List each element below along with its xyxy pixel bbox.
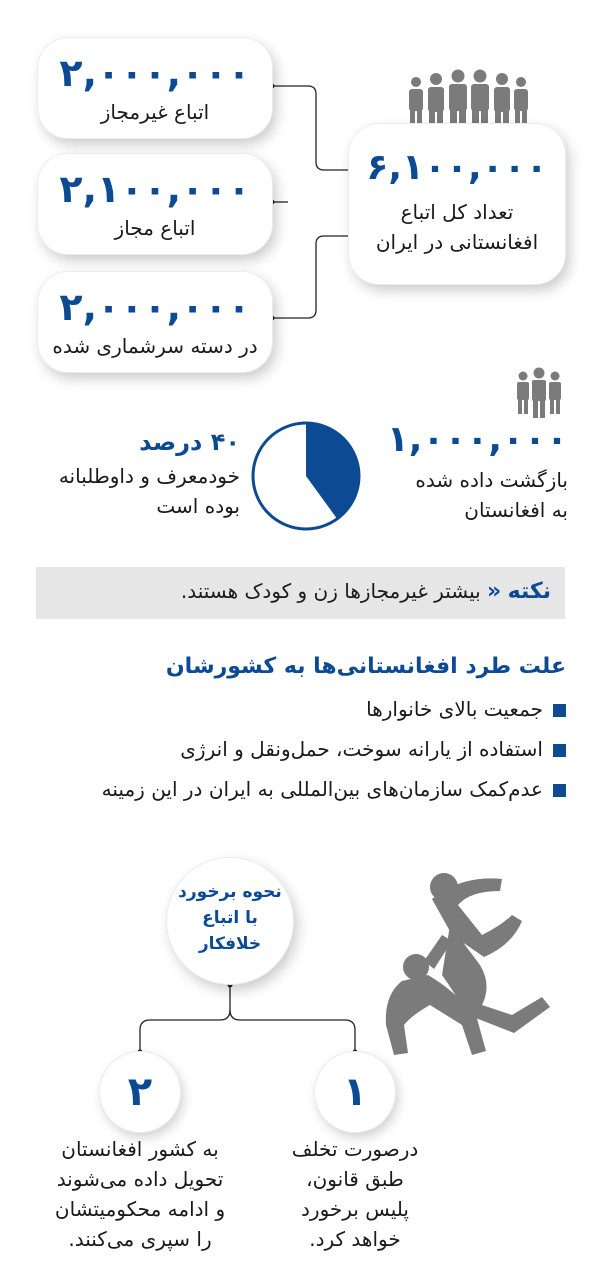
total-label-line1: تعداد کل اتباع [400,200,514,224]
returned-line1: بازگشت داده شده [415,468,568,492]
legal-value: ۲,۱۰۰,۰۰۰ [59,167,251,211]
step1-line: پلیس برخورد [301,1197,409,1221]
returned-block [378,419,568,522]
legal-card [38,154,272,254]
reason-text: جمعیت بالای خانوارها [366,697,543,721]
total-value: ۶,۱۰۰,۰۰۰ [366,147,548,188]
reasons-title: علت طرد افغانستانی‌ها به کشورشان [165,654,566,679]
reason-item [180,737,566,761]
total-card [349,124,565,284]
census-value: ۲,۰۰۰,۰۰۰ [59,285,251,329]
step2-line: به کشور افغانستان [61,1137,219,1161]
step2-text [30,1134,250,1254]
note-bar [36,567,565,619]
total-label-line2: افغانستانی در ایران [375,230,539,254]
note-content [181,579,551,604]
census-label: در دسته سرشماری شده [52,334,258,358]
treatment-title-line: خلافکار [198,934,262,954]
scuffle-silhouette-icon [372,865,552,1060]
step1-line: درصورت تخلف [291,1137,419,1161]
reason-text: عدم‌کمک سازمان‌های بین‌المللی به ایران در این زمینه [101,777,543,801]
census-card [38,272,272,372]
reason-item [102,777,566,801]
step1-number: ۱ [342,1069,368,1115]
square-bullet-icon [553,744,566,757]
step2-number: ۲ [127,1069,153,1115]
square-bullet-icon [553,784,566,797]
step1-line: طبق قانون، [306,1167,404,1191]
step2-circle [100,1052,180,1132]
voluntary-percent: ۴۰ درصد [139,428,240,456]
treatment-title-line: نحوه برخورد [178,882,282,902]
reason-item [366,697,566,721]
step2-line: را سپری می‌کنند. [68,1227,212,1251]
legal-label: اتباع مجاز [114,216,196,240]
chevron-double-left-icon: « [487,579,502,604]
treatment-title-line: با اتباع [202,908,258,928]
people-small-icon [514,366,564,418]
voluntary-pie-chart [250,420,362,532]
voluntary-line1: خودمعرف و داوطلبانه [58,464,240,488]
irregular-value: ۲,۰۰۰,۰۰۰ [59,51,251,95]
step1-text [275,1134,435,1254]
returned-line2: به افغانستان [464,498,568,522]
square-bullet-icon [553,704,566,717]
people-group-icon [404,68,530,132]
note-tag: نکته [507,579,551,604]
irregular-label: اتباع غیرمجاز [100,100,210,124]
reason-text: استفاده از یارانه سوخت، حمل‌ونقل و انرژی [180,737,543,761]
step1-circle [315,1052,395,1132]
voluntary-block [40,428,240,518]
step1-line: خواهد کرد. [309,1227,401,1251]
voluntary-line2: بوده است [156,494,240,518]
step2-line: تحویل داده می‌شوند [56,1167,224,1191]
note-text: بیشتر غیرمجازها زن و کودک هستند. [180,579,481,603]
returned-value: ۱,۰۰۰,۰۰۰ [386,419,568,460]
irregular-card [38,38,272,138]
treatment-circle [167,858,293,984]
step2-line: و ادامه محکومیتشان [54,1197,226,1221]
